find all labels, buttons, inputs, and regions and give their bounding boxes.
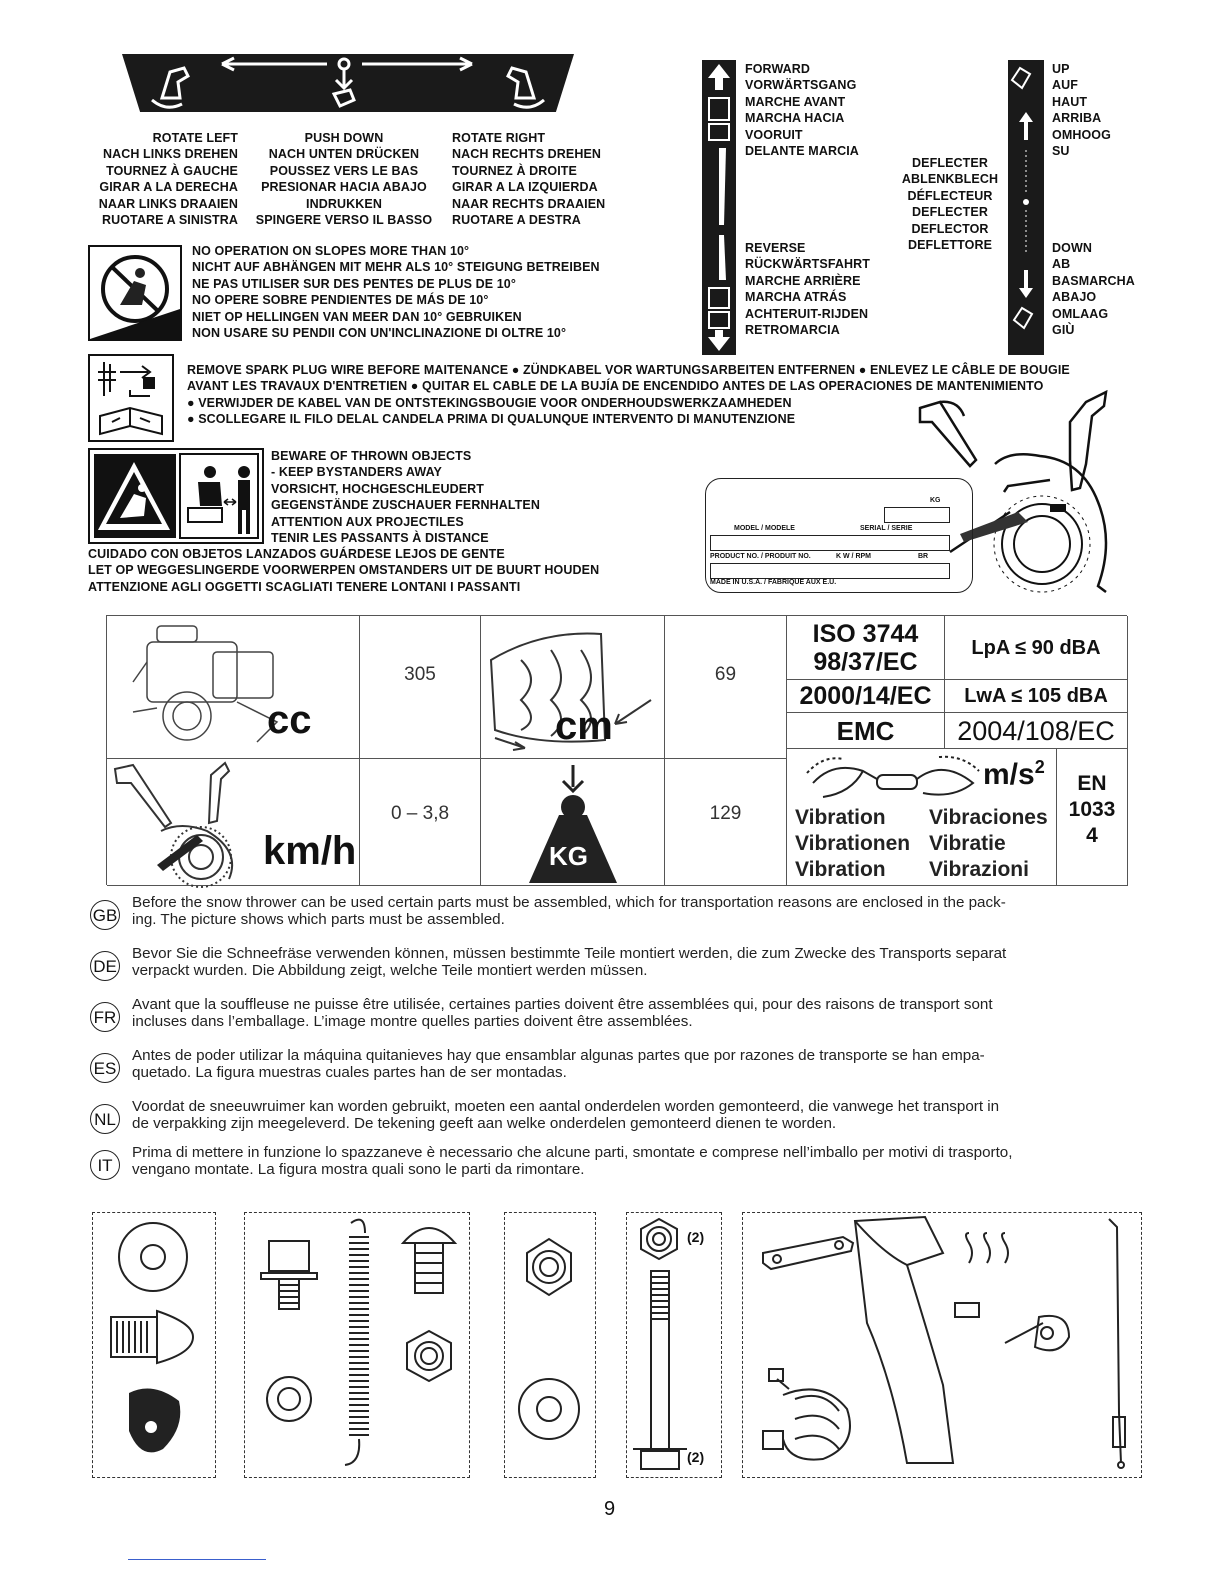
- push-down-text: SPINGERE VERSO IL BASSO: [255, 213, 433, 228]
- speed-cell: [107, 759, 360, 886]
- forward-text: MARCHA HACIA: [745, 111, 845, 126]
- forward-text: DELANTE MARCIA: [745, 144, 859, 159]
- vibration-word: Vibraciones: [929, 806, 1048, 829]
- reverse-text: RETROMARCIA: [745, 323, 840, 338]
- lpa-cell: [945, 616, 1128, 680]
- push-down-text: PUSH DOWN: [304, 131, 384, 145]
- rotate-left-text: ROTATE LEFT: [152, 131, 238, 145]
- lwa-cell: [945, 680, 1128, 713]
- plate-model-label: MODEL / MODELE: [734, 525, 795, 532]
- push-down-text: INDRUKKEN: [306, 196, 382, 211]
- thrown-line: LET OP WEGGESLINGERDE VOORWERPEN OMSTANDERS UIT DE BUURT HOUDEN: [88, 563, 600, 578]
- iso-text: ISO 3744: [812, 620, 919, 648]
- down-text: AB: [1052, 257, 1071, 272]
- weight-value-text: 129: [709, 803, 742, 824]
- thrown-line: VORSICHT, HOCHGESCHLEUDERT: [271, 481, 485, 496]
- auger-value: [665, 616, 787, 759]
- vibration-row: [795, 857, 1048, 883]
- plate-model-box: [710, 535, 950, 551]
- speed-value: [360, 759, 481, 886]
- ec2-text: 2000/14/EC: [799, 682, 932, 710]
- rotate-left-text: TOURNEZ À GAUCHE: [106, 163, 238, 178]
- slope-badge: >10°: [94, 319, 122, 334]
- ec2-cell: [787, 680, 945, 713]
- reverse-text: ACHTERUIT-RIJDEN: [745, 306, 869, 321]
- vibration-word: Vibration: [795, 806, 886, 829]
- thrown-line: BEWARE OF THROWN OBJECTS: [271, 449, 472, 463]
- rotate-left-labels: [60, 130, 238, 228]
- slope-line: NON USARE SU PENDII CON UN'INCLINAZIONE DI OLTRE 10°: [192, 326, 567, 341]
- up-text: SU: [1052, 144, 1070, 159]
- thrown-objects-text: [271, 448, 540, 546]
- paragraph-line: Voordat de sneeuwruimer kan worden gebruikt, moeten een aantal onderdelen worden gemonteerd, die vanwege het transport in: [132, 1098, 1000, 1115]
- thrown-objects-text-full: [88, 546, 599, 595]
- forward-text: FORWARD: [745, 62, 811, 76]
- push-down-text: POUSSEZ VERS LE BAS: [269, 163, 419, 178]
- thrown-line: TENIR LES PASSANTS À DISTANCE: [271, 531, 489, 546]
- engine-unit: cc: [267, 698, 312, 742]
- plate-product-box: [710, 563, 950, 579]
- forward-text: VOORUIT: [745, 127, 803, 142]
- thrown-objects-icon: [88, 448, 264, 544]
- plate-serial-label: SERIAL / SERIE: [860, 525, 913, 532]
- paragraph-line: Bevor Sie die Schneefräse verwenden können, müssen bestimmte Teile montiert werden, die zum Zwecke des Transports separat: [132, 945, 1007, 962]
- reverse-text: MARCHE ARRIÈRE: [745, 273, 861, 288]
- vibration-word: Vibratie: [929, 832, 1006, 855]
- rotate-right-text: RUOTARE A DESTRA: [452, 213, 581, 228]
- en-value: 4: [1086, 824, 1098, 847]
- thrown-line: ATTENZIONE AGLI OGGETTI SCAGLIATI TENERE LONTANI I PASSANTI: [88, 579, 521, 594]
- plate-kg-label: KG: [930, 497, 941, 504]
- vibration-word: Vibrationen: [795, 832, 911, 855]
- footnote-rule: [128, 1559, 266, 1560]
- push-down-text: NACH UNTEN DRÜCKEN: [268, 147, 420, 162]
- auger-cell: [481, 616, 665, 759]
- paragraph-es: [90, 1047, 1150, 1081]
- deflector-text: DÉFLECTEUR: [907, 188, 993, 203]
- deflector-text: DEFLECTER: [912, 156, 988, 170]
- thrown-line: ATTENTION AUX PROJECTILES: [271, 514, 464, 529]
- spark-plug-icon: [88, 354, 174, 442]
- up-labels: [1052, 61, 1111, 159]
- slope-line: NICHT AUF ABHÄNGEN MIT MEHR ALS 10° STEIGUNG BETREIBEN: [192, 260, 600, 275]
- down-text: DOWN: [1052, 241, 1092, 255]
- paragraph-text: [132, 1098, 1150, 1132]
- slope-line: NE PAS UTILISER SUR DES PENTES DE PLUS DE 10°: [192, 276, 516, 291]
- snowthrower-speed-icon: [111, 761, 261, 885]
- lwa-text: LwA ≤ 105 dBA: [964, 685, 1108, 707]
- language-badge: IT: [90, 1150, 120, 1180]
- forward-labels: [745, 61, 859, 159]
- lpa-text: LpA ≤ 90 dBA: [971, 637, 1101, 659]
- forward-text: VORWÄRTSGANG: [745, 78, 857, 93]
- push-down-labels: [244, 130, 444, 228]
- paragraph-line: verpackt wurden. Die Abbildung zeigt, welche Teile montiert werden müssen.: [132, 962, 648, 979]
- engine-icon: [117, 622, 357, 752]
- spec-table: [106, 615, 1127, 885]
- en-number: 1033: [1068, 798, 1116, 821]
- paragraph-text: [132, 945, 1150, 979]
- up-text: ARRIBA: [1052, 111, 1102, 126]
- up-text: AUF: [1052, 78, 1078, 93]
- paragraph-line: ing. The picture shows which parts must be assembled.: [132, 911, 505, 928]
- thrown-line: CUIDADO CON OBJETOS LANZADOS GUÁRDESE LEJOS DE GENTE: [88, 547, 505, 561]
- language-badge: NL: [90, 1104, 120, 1134]
- paragraph-text: [132, 1047, 1150, 1081]
- chute-control-banner: [122, 54, 574, 112]
- rotate-right-text: TOURNEZ À DROITE: [452, 163, 577, 178]
- up-text: UP: [1052, 62, 1070, 76]
- plate-br-label: BR: [918, 553, 929, 560]
- paragraph-line: quetado. La figura muestras cuales partes han de ser montadas.: [132, 1064, 567, 1081]
- vibration-cell: [787, 749, 1057, 886]
- ec1-text: 98/37/EC: [813, 648, 918, 676]
- weight-value: [665, 759, 787, 886]
- paragraph-line: de verpakking zijn meegeleverd. De tekening geeft aan welke onderdelen gemonteerd dienen te worden.: [132, 1115, 837, 1132]
- down-text: BASMARCHA: [1052, 273, 1135, 288]
- paragraph-fr: [90, 996, 1150, 1030]
- spark-line: AVANT LES TRAVAUX D'ENTRETIEN ● QUITAR EL CABLE DE LA BUJÍA DE ENCENDIDO ANTES DE LAS OPERACIONES DE MANTENIMIENTO: [187, 379, 1044, 394]
- plate-product-label: PRODUCT NO. / PRODUIT NO.: [710, 553, 811, 560]
- down-text: GIÙ: [1052, 323, 1075, 338]
- emc-text: EMC: [836, 716, 895, 746]
- qty-top: (2): [687, 1229, 705, 1245]
- rotate-right-text: ROTATE RIGHT: [452, 131, 546, 145]
- thrown-line: - KEEP BYSTANDERS AWAY: [271, 465, 442, 480]
- speed-value-text: 0 – 3,8: [390, 803, 450, 824]
- paragraph-line: Antes de poder utilizar la máquina quitanieves hay que ensamblar algunas partes que por razones de transporte se han empa-: [132, 1047, 985, 1064]
- paragraph-text: [132, 1144, 1150, 1178]
- vibration-words: [795, 805, 1048, 883]
- paragraph-text: [132, 894, 1150, 928]
- parts-group-4: [626, 1212, 722, 1478]
- vibration-row: [795, 805, 1048, 831]
- vibration-row: [795, 831, 1048, 857]
- rotate-right-text: GIRAR A LA IZQUIERDA: [452, 180, 598, 195]
- iso-cell: [787, 616, 945, 680]
- rotate-right-text: NAAR RECHTS DRAAIEN: [452, 196, 606, 211]
- plate-made-label: MADE IN U.S.A. / FABRIQUE AUX E.U.: [710, 579, 837, 586]
- paragraph-nl: [90, 1098, 1150, 1132]
- page-number: 9: [604, 1498, 616, 1520]
- vibration-word: Vibrazioni: [929, 858, 1029, 881]
- rotate-right-labels: [452, 130, 642, 228]
- paragraph-de: [90, 945, 1150, 979]
- auger-unit: cm: [555, 704, 613, 748]
- language-badge: ES: [90, 1053, 120, 1083]
- en-text: EN: [1077, 772, 1107, 795]
- slope-warning-text: [192, 243, 600, 341]
- plate-kg-box: [884, 507, 950, 523]
- paragraph-it: [90, 1144, 1150, 1178]
- speed-unit: km/h: [263, 829, 357, 873]
- engine-cell: [107, 616, 360, 759]
- up-text: HAUT: [1052, 94, 1088, 109]
- slope-warning-icon: [88, 245, 182, 341]
- rotate-left-text: RUOTARE A SINISTRA: [101, 213, 238, 228]
- spark-line: REMOVE SPARK PLUG WIRE BEFORE MAITENANCE ● ZÜNDKABEL VOR WARTUNGSARBEITEN ENTFERNEN ● ENLEVEZ LE CÂBLE DE BOUGIE: [187, 363, 1070, 377]
- deflector-labels: [888, 155, 1012, 253]
- thrown-line: GEGENSTÄNDE ZUSCHAUER FERNHALTEN: [271, 498, 540, 513]
- parts-group-1: [92, 1212, 216, 1478]
- push-down-text: PRESIONAR HACIA ABAJO: [261, 180, 427, 195]
- rotate-left-text: NAAR LINKS DRAAIEN: [98, 196, 238, 211]
- parts-group-2: [244, 1212, 470, 1478]
- drive-direction-bar: [702, 60, 736, 355]
- slope-line: NIET OP HELLINGEN VAN MEER DAN 10° GEBRUIKEN: [192, 309, 522, 324]
- deflector-text: DEFLECTER: [912, 205, 988, 220]
- ec3-text: 2004/108/EC: [957, 716, 1115, 746]
- vibration-word: Vibration: [795, 858, 886, 881]
- engine-value: [360, 616, 481, 759]
- plate-kw-label: K W / RPM: [836, 553, 871, 560]
- spark-line: ● VERWIJDER DE KABEL VAN DE ONTSTEKINGSBOUGIE VOOR ONDERHOUDSWERKZAAMHEDEN: [187, 395, 792, 410]
- handle-vibration-icon: [803, 753, 983, 809]
- parts-group-3: [504, 1212, 596, 1478]
- reverse-text: REVERSE: [745, 241, 806, 255]
- paragraph-line: Before the snow thrower can be used certain parts must be assembled, which for transportation reasons are enclosed in the pack-: [132, 894, 1006, 911]
- spark-line: ● SCOLLEGARE IL FILO DELAL CANDELA PRIMA DI QUALUNQUE INTERVENTO DI MANUTENZIONE: [187, 412, 796, 427]
- language-badge: GB: [90, 900, 120, 930]
- parts-group-5: [742, 1212, 1142, 1478]
- up-text: OMHOOG: [1052, 127, 1111, 142]
- paragraph-line: incluses dans l’emballage. L’image montre quelles parties doivent être assemblées.: [132, 1013, 693, 1030]
- reverse-text: MARCHA ATRÁS: [745, 290, 847, 305]
- vibration-unit-exp: 2: [1034, 757, 1045, 777]
- weight-label: KG: [549, 841, 588, 871]
- engine-value-text: 305: [404, 664, 436, 685]
- chute-control-icons: [122, 54, 574, 112]
- auger-value-text: 69: [714, 664, 737, 685]
- emc-cell: [787, 713, 945, 749]
- language-badge: FR: [90, 1002, 120, 1032]
- deflector-text: DEFLECTOR: [911, 221, 989, 236]
- forward-text: MARCHE AVANT: [745, 94, 846, 109]
- down-text: ABAJO: [1052, 290, 1097, 305]
- reverse-text: RÜCKWÄRTSFAHRT: [745, 257, 870, 272]
- deflector-bar: [1008, 60, 1044, 355]
- rotate-right-text: NACH RECHTS DREHEN: [452, 147, 602, 162]
- qty-bottom: (2): [687, 1449, 705, 1465]
- vibration-unit-text: m/s: [983, 758, 1035, 791]
- paragraph-line: Prima di mettere in funzione lo spazzaneve è necessario che alcune parti, smontate e comprese nell’imballo per motivi di trasporto,: [132, 1144, 1013, 1161]
- deflector-text: ABLENKBLECH: [901, 172, 999, 187]
- weight-cell: [481, 759, 665, 886]
- deflector-text: DEFLETTORE: [907, 238, 993, 253]
- paragraph-line: Avant que la souffleuse ne puisse être utilisée, certaines parties doivent être assemblées qui, pour des raisons de transport sont: [132, 996, 993, 1013]
- en-cell: [1057, 749, 1128, 886]
- paragraph-line: vengano montate. La figura mostra quali sono le parti da rimontare.: [132, 1161, 585, 1178]
- down-labels: [1052, 240, 1135, 338]
- serial-plate: [705, 478, 973, 593]
- paragraph-text: [132, 996, 1150, 1030]
- paragraph-gb: [90, 894, 1150, 928]
- vibration-unit: [983, 757, 1045, 792]
- down-text: OMLAAG: [1052, 306, 1109, 321]
- ec3-cell: [945, 713, 1128, 749]
- reverse-labels: [745, 240, 870, 338]
- slope-line: NO OPERE SOBRE PENDIENTES DE MÁS DE 10°: [192, 293, 489, 308]
- language-badge: DE: [90, 951, 120, 981]
- rotate-left-text: GIRAR A LA DERECHA: [99, 180, 238, 195]
- rotate-left-text: NACH LINKS DREHEN: [102, 147, 238, 162]
- slope-line: NO OPERATION ON SLOPES MORE THAN 10°: [192, 244, 470, 258]
